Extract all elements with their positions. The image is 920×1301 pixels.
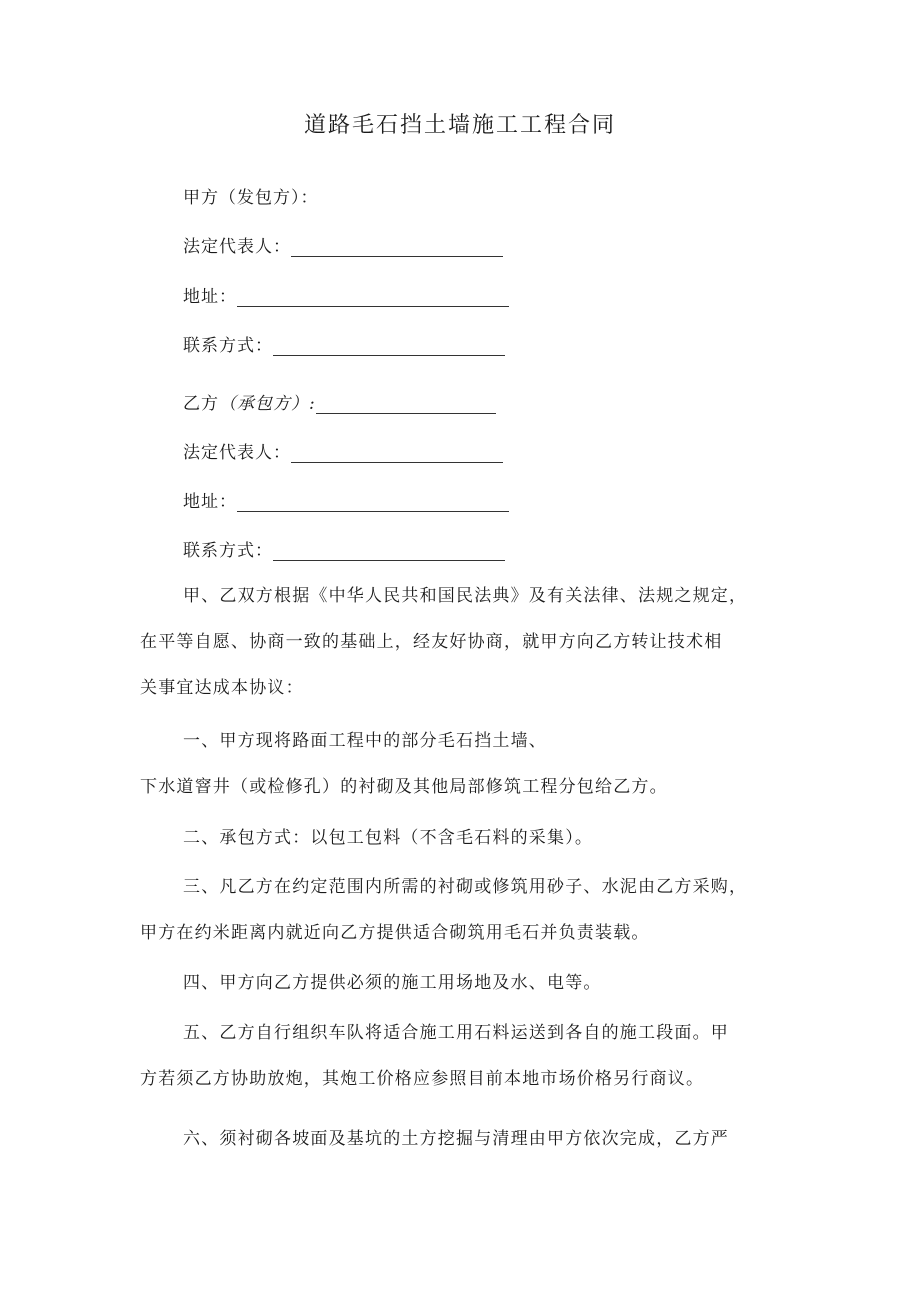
party-a-rep-blank	[291, 239, 503, 257]
clause-3-line: 三、凡乙方在约定范围内所需的衬砌或修筑用砂子、水泥由乙方采购，	[183, 877, 748, 897]
party-a-contact-label: 联系方式：	[183, 336, 273, 356]
intro-paragraph	[140, 573, 788, 711]
clause-2-line: 二、承包方式：以包工包料（不含毛石料的采集）。	[183, 828, 594, 848]
party-b-address-blank	[237, 494, 509, 512]
party-b-label-prefix: 乙方	[183, 394, 219, 414]
party-b-label-field	[183, 389, 496, 414]
clause-5-line: 方若须乙方协助放炮，其炮工价格应参照目前本地市场价格另行商议。	[140, 1069, 705, 1089]
intro-line: 在平等自愿、协商一致的基础上，经友好协商，就甲方向乙方转让技术相	[140, 632, 723, 652]
clause-4	[140, 960, 788, 1006]
clause-1-line: 一、甲方现将路面工程中的部分毛石挡土墙、	[183, 731, 547, 751]
clause-2	[140, 815, 788, 861]
intro-line: 关事宜达成本协议：	[140, 678, 304, 698]
clause-1	[140, 718, 788, 810]
party-b-address-label: 地址：	[183, 492, 237, 512]
party-a-address-label: 地址：	[183, 287, 237, 307]
party-b-contact-label: 联系方式：	[183, 541, 273, 561]
clause-5	[140, 1010, 788, 1102]
party-b-rep-blank	[291, 445, 503, 463]
party-a-contact-field	[183, 331, 505, 356]
clause-6-line: 六、须衬砌各坡面及基坑的土方挖掘与清理由甲方依次完成，乙方严	[183, 1129, 729, 1149]
party-a-contact-blank	[273, 338, 505, 356]
party-a-address-field	[183, 282, 509, 307]
party-a-label: 甲方（发包方）：	[183, 188, 319, 208]
clause-5-line: 五、乙方自行组织车队将适合施工用石料运送到各自的施工段面。甲	[183, 1023, 729, 1043]
clause-1-line: 下水道窨井（或检修孔）的衬砌及其他局部修筑工程分包给乙方。	[140, 777, 668, 797]
party-b-address-field	[183, 487, 509, 512]
party-a-address-blank	[237, 289, 509, 307]
party-b-name-blank	[316, 396, 496, 414]
party-b-rep-field	[183, 438, 503, 463]
party-b-contact-field	[183, 536, 505, 561]
clause-6	[140, 1116, 788, 1162]
party-a-rep-field	[183, 232, 503, 257]
clause-3	[140, 864, 788, 956]
intro-line: 甲、乙双方根据《中华人民共和国民法典》及有关法律、法规之规定，	[183, 586, 748, 606]
clause-3-line: 甲方在约米距离内就近向乙方提供适合砌筑用毛石并负责装载。	[140, 923, 650, 943]
party-a-rep-label: 法定代表人：	[183, 237, 291, 257]
party-b-rep-label: 法定代表人：	[183, 443, 291, 463]
party-a-label-field	[183, 183, 319, 208]
clause-4-line: 四、甲方向乙方提供必须的施工用场地及水、电等。	[183, 973, 602, 993]
document-title: 道路毛石挡土墙施工工程合同	[303, 113, 616, 138]
party-b-label-italic: （承包方）:	[219, 394, 316, 414]
party-b-contact-blank	[273, 543, 505, 561]
